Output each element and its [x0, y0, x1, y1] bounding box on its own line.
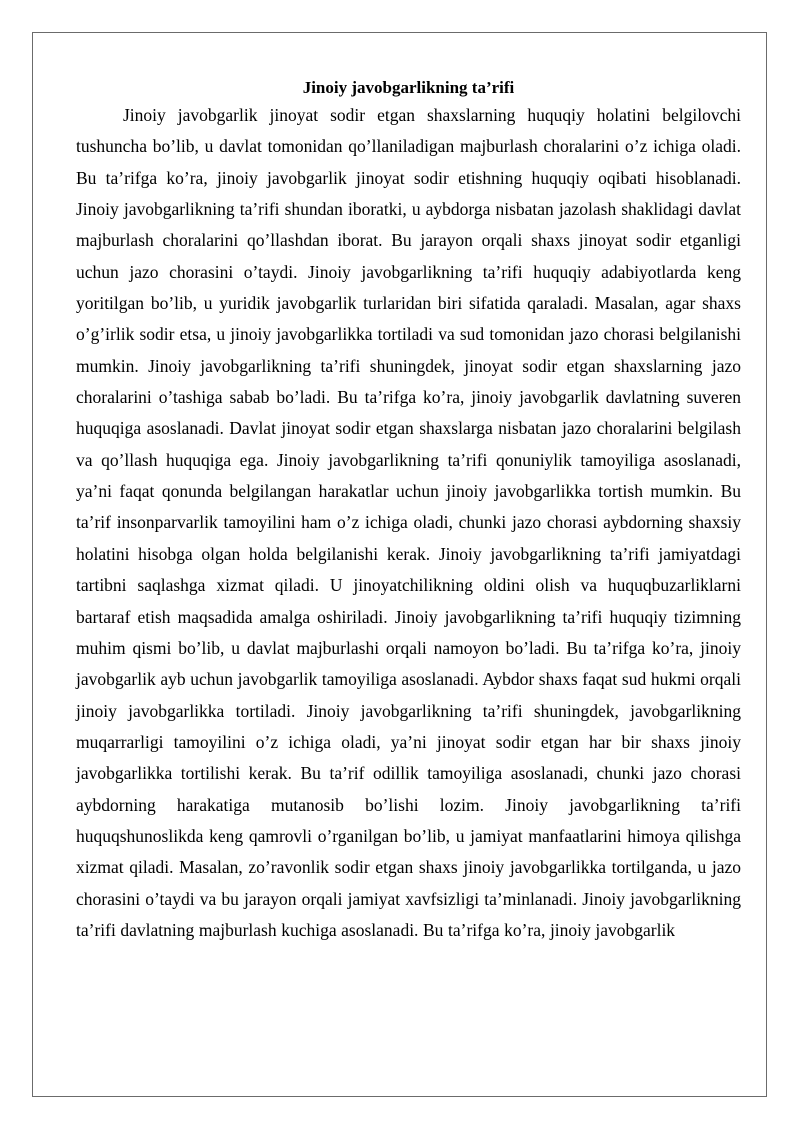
document-content: [76, 76, 741, 946]
document-body-paragraph: Jinoiy javobgarlik jinoyat sodir etgan shaxslarning huquqiy holatini belgilovchi tushuncha bo’lib, u davlat tomonidan qo’llaniladigan majburlash choralarini o’z ichiga oladi. Bu ta’rifga ko’ra, jinoiy javobgarlik jinoyat sodir etishning huquqiy oqibati hisoblanadi. Jinoiy javobgarlikning ta’rifi shundan iboratki, u aybdorga nisbatan jazolash shaklidagi davlat majburlash choralarini qo’llashdan iborat. Bu jarayon orqali shaxs jinoyat sodir etganligi uchun jazo chorasini o’taydi. Jinoiy javobgarlikning ta’rifi huquqiy adabiyotlarda keng yoritilgan bo’lib, u yuridik javobgarlik turlaridan biri sifatida qaraladi. Masalan, agar shaxs o’g’irlik sodir etsa, u jinoiy javobgarlikka tortiladi va sud tomonidan jazo chorasi belgilanishi mumkin. Jinoiy javobgarlikning ta’rifi shuningdek, jinoyat sodir etgan shaxslarning jazo choralarini o’tashiga sabab bo’ladi. Bu ta’rifga ko’ra, jinoiy javobgarlik davlatning suveren huquqiga asoslanadi. Davlat jinoyat sodir etgan shaxslarga nisbatan jazo choralarini belgilash va qo’llash huquqiga ega. Jinoiy javobgarlikning ta’rifi qonuniylik tamoyiliga asoslanadi, ya’ni faqat qonunda belgilangan harakatlar uchun jinoiy javobgarlikka tortish mumkin. Bu ta’rif insonparvarlik tamoyilini ham o’z ichiga oladi, chunki jazo chorasi aybdorning shaxsiy holatini hisobga olgan holda belgilanishi kerak. Jinoiy javobgarlikning ta’rifi jamiyatdagi tartibni saqlashga xizmat qiladi. U jinoyatchilikning oldini olish va huquqbuzarliklarni bartaraf etish maqsadida amalga oshiriladi. Jinoiy javobgarlikning ta’rifi huquqiy tizimning muhim qismi bo’lib, u davlat majburlashi orqali namoyon bo’ladi. Bu ta’rifga ko’ra, jinoiy javobgarlik ayb uchun javobgarlik tamoyiliga asoslanadi. Aybdor shaxs faqat sud hukmi orqali jinoiy javobgarlikka tortiladi. Jinoiy javobgarlikning ta’rifi shuningdek, javobgarlikning muqarrarligi tamoyilini o’z ichiga oladi, ya’ni jinoyat sodir etgan har bir shaxs jinoiy javobgarlikka tortilishi kerak. Bu ta’rif odillik tamoyiliga asoslanadi, chunki jazo chorasi aybdorning harakatiga mutanosib bo’lishi lozim. Jinoiy javobgarlikning ta’rifi huquqshunoslikda keng qamrovli o’rganilgan bo’lib, u jamiyat manfaatlarini himoya qilishga xizmat qiladi. Masalan, zo’ravonlik sodir etgan shaxs jinoiy javobgarlikka tortilganda, u jazo chorasini o’taydi va bu jarayon orqali jamiyat xavfsizligi ta’minlanadi. Jinoiy javobgarlikning ta’rifi davlatning majburlash kuchiga asoslanadi. Bu ta’rifga ko’ra, jinoiy javobgarlik: [76, 105, 741, 940]
document-title: Jinoiy javobgarlikning ta’rifi: [302, 78, 515, 97]
